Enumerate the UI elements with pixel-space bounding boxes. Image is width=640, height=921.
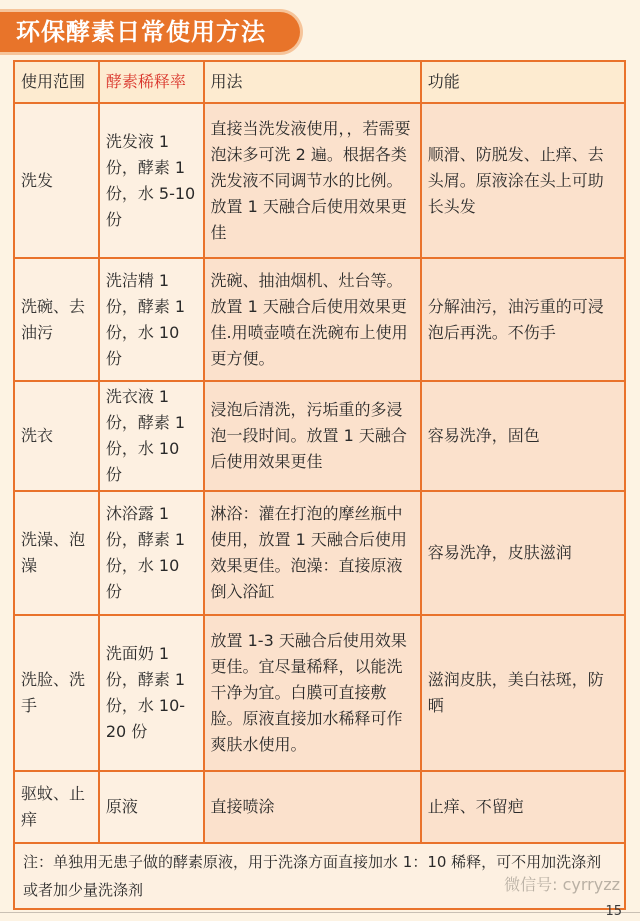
cell-function: 止痒、不留疤 [421, 771, 625, 843]
page-number: 15 [605, 904, 622, 919]
table-row [14, 258, 625, 381]
cell-usage: 直接喷涂 [204, 771, 421, 843]
table-header-row [14, 61, 625, 103]
header-function: 功能 [421, 61, 625, 103]
wechat-watermark: 微信号: cyrryzz [504, 875, 620, 894]
cell-scope: 洗碗、去油污 [14, 258, 99, 381]
title-banner [0, 12, 300, 52]
cell-ratio: 洗衣液 1 份，酵素 1 份，水 10 份 [99, 381, 204, 491]
cell-function: 滋润皮肤，美白祛斑，防晒 [421, 615, 625, 771]
usage-table [13, 60, 626, 910]
table-row [14, 491, 625, 615]
cell-ratio: 洗发液 1 份，酵素 1 份，水 5-10 份 [99, 103, 204, 258]
table-row [14, 615, 625, 771]
table-row [14, 103, 625, 258]
header-scope: 使用范围 [14, 61, 99, 103]
cell-usage: 放置 1-3 天融合后使用效果更佳。宜尽量稀释，以能洗干净为宜。白膜可直接敷脸。原液直接加水稀释可作爽肤水使用。 [204, 615, 421, 771]
cell-function: 容易洗净，固色 [421, 381, 625, 491]
page-divider [0, 912, 640, 913]
table-row [14, 381, 625, 491]
cell-ratio: 沐浴露 1 份，酵素 1 份，水 10 份 [99, 491, 204, 615]
cell-ratio: 原液 [99, 771, 204, 843]
table-row [14, 771, 625, 843]
cell-function: 分解油污，油污重的可浸泡后再洗。不伤手 [421, 258, 625, 381]
header-ratio: 酵素稀释率 [99, 61, 204, 103]
cell-ratio: 洗面奶 1 份，酵素 1 份，水 10-20 份 [99, 615, 204, 771]
cell-usage: 浸泡后清洗，污垢重的多浸泡一段时间。放置 1 天融合后使用效果更佳 [204, 381, 421, 491]
table-note: 注：单独用无患子做的酵素原液，用于洗涤方面直接加水 1：10 稀释，可不用加洗涤剂或者加少量洗涤剂 [14, 843, 625, 909]
cell-scope: 洗脸、洗手 [14, 615, 99, 771]
page-title: 环保酵素日常使用方法 [16, 18, 266, 46]
cell-ratio: 洗洁精 1 份，酵素 1 份，水 10 份 [99, 258, 204, 381]
cell-usage: 洗碗、抽油烟机、灶台等。放置 1 天融合后使用效果更佳.用喷壶喷在洗碗布上使用更方便。 [204, 258, 421, 381]
cell-function: 顺滑、防脱发、止痒、去头屑。原液涂在头上可助长头发 [421, 103, 625, 258]
cell-scope: 驱蚊、止痒 [14, 771, 99, 843]
cell-scope: 洗澡、泡澡 [14, 491, 99, 615]
cell-usage: 直接当洗发液使用，，若需要泡沫多可洗 2 遍。根据各类洗发液不同调节水的比例。放置 1 天融合后使用效果更佳 [204, 103, 421, 258]
header-usage: 用法 [204, 61, 421, 103]
cell-scope: 洗发 [14, 103, 99, 258]
cell-function: 容易洗净，皮肤滋润 [421, 491, 625, 615]
cell-usage: 淋浴：灌在打泡的摩丝瓶中使用，放置 1 天融合后使用效果更佳。泡澡：直接原液倒入浴缸 [204, 491, 421, 615]
cell-scope: 洗衣 [14, 381, 99, 491]
